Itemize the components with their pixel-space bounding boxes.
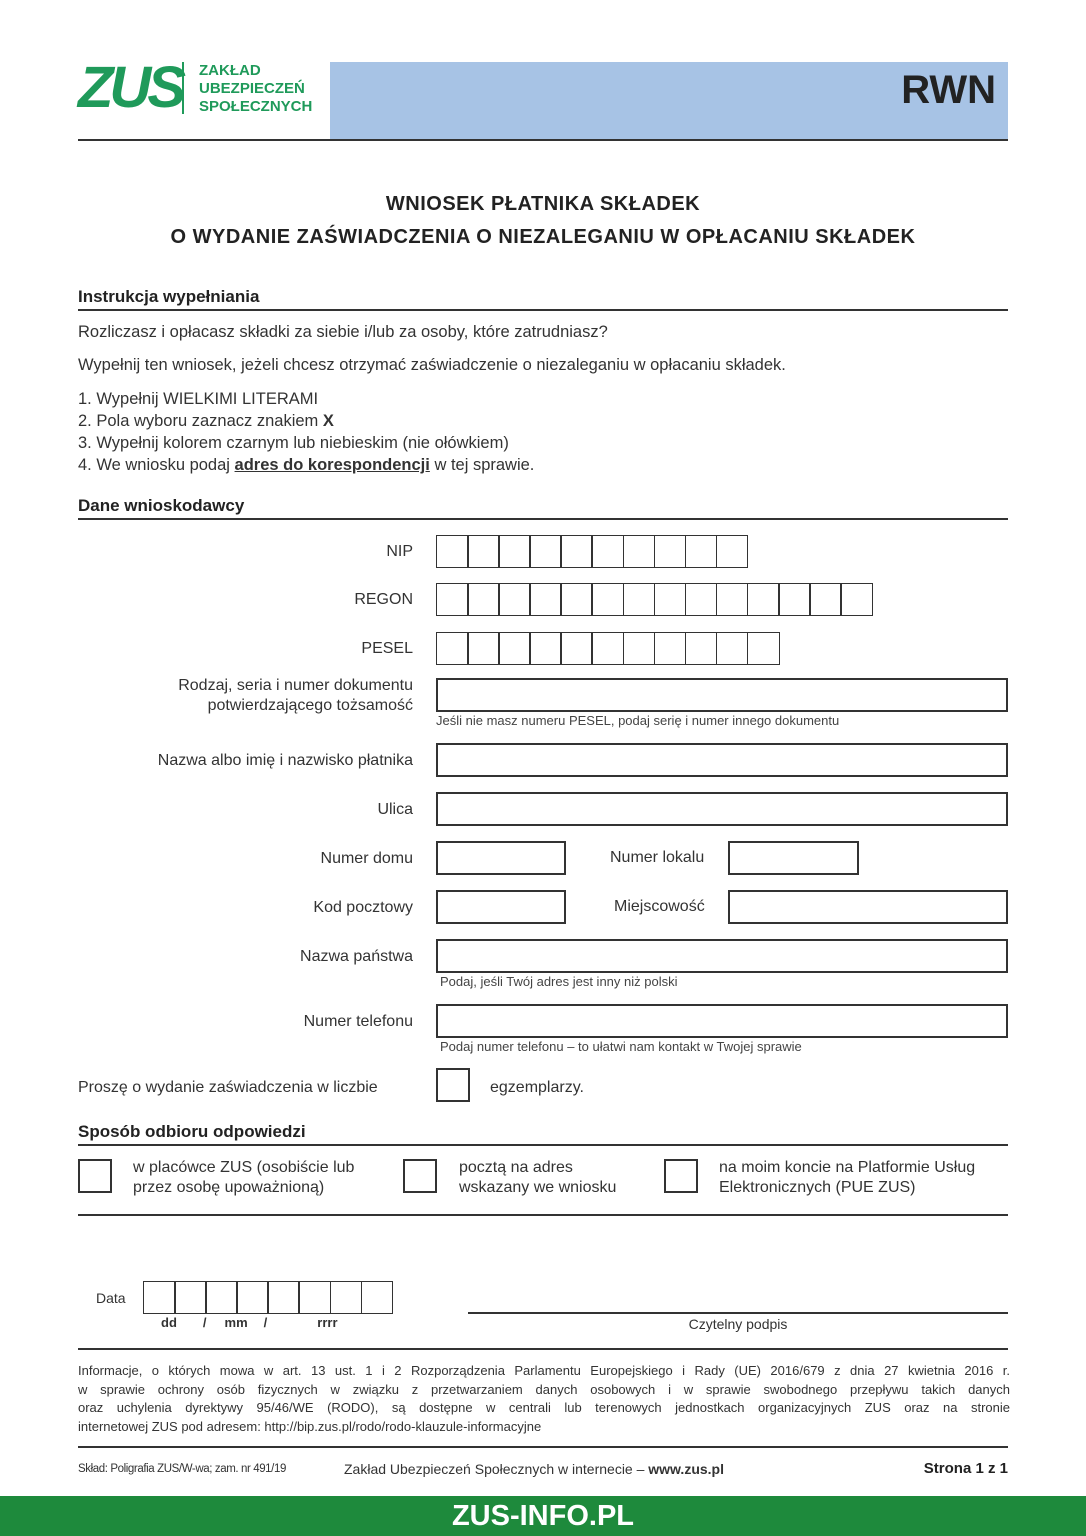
- regon-cell[interactable]: [747, 583, 780, 616]
- regon-cell[interactable]: [436, 583, 469, 616]
- copies-field[interactable]: [436, 1068, 470, 1102]
- document-hint: Jeśli nie masz numeru PESEL, podaj serię i numer innego dokumentu: [436, 713, 840, 728]
- pesel-cell[interactable]: [529, 632, 562, 665]
- divider: [78, 1348, 1008, 1350]
- page-number: Strona 1 z 1: [923, 1460, 1008, 1477]
- instruction-list: 1. Wypełnij WIELKIMI LITERAMI 2. Pola wyboru zaznacz znakiem X 3. Wypełnij kolorem czarnym lub niebieskim (nie ołówkiem) 4. We wniosku podaj adres do korespondencji w tej sprawie.: [78, 390, 535, 474]
- delivery-branch-checkbox[interactable]: [78, 1159, 112, 1193]
- phone-field[interactable]: [436, 1004, 1008, 1038]
- signature-label: Czytelny podpis: [688, 1316, 788, 1332]
- delivery-pue-checkbox[interactable]: [664, 1159, 698, 1193]
- pesel-cell[interactable]: [560, 632, 593, 665]
- city-label: Miejscowość: [614, 898, 705, 915]
- name-field[interactable]: [436, 743, 1008, 777]
- delivery-branch-label: w placówce ZUS (osobiście lub przez osobę upoważnioną): [133, 1159, 355, 1196]
- regon-cell[interactable]: [716, 583, 749, 616]
- pesel-cell[interactable]: [467, 632, 500, 665]
- pesel-cell[interactable]: [685, 632, 718, 665]
- date-cell[interactable]: [205, 1281, 238, 1314]
- divider: [78, 139, 1008, 141]
- date-cell[interactable]: [174, 1281, 207, 1314]
- divider: [78, 518, 1008, 520]
- pesel-cell[interactable]: [623, 632, 656, 665]
- regon-cell[interactable]: [529, 583, 562, 616]
- address-link: adres do korespondencji: [234, 456, 430, 474]
- copies-label: Proszę o wydanie zaświadczenia w liczbie: [78, 1079, 378, 1096]
- house-number-field[interactable]: [436, 841, 566, 875]
- regon-cell[interactable]: [498, 583, 531, 616]
- nip-cell[interactable]: [685, 535, 718, 568]
- section-instructions: Instrukcja wypełniania: [78, 287, 260, 306]
- form-code: RWN: [901, 68, 996, 112]
- regon-cell[interactable]: [778, 583, 811, 616]
- zus-logo: ZUS: [78, 55, 182, 120]
- pesel-label: PESEL: [361, 640, 413, 657]
- delivery-pue-label: na moim koncie na Platformie Usług Elektronicznych (PUE ZUS): [719, 1159, 976, 1196]
- signature-line: [468, 1312, 1008, 1314]
- pesel-cell[interactable]: [716, 632, 749, 665]
- divider: [78, 1214, 1008, 1216]
- postal-code-field[interactable]: [436, 890, 566, 924]
- date-label: Data: [96, 1290, 126, 1306]
- nip-cell[interactable]: [591, 535, 624, 568]
- pesel-cell[interactable]: [747, 632, 780, 665]
- delivery-post-checkbox[interactable]: [403, 1159, 437, 1193]
- form-subtitle: O WYDANIE ZAŚWIADCZENIA O NIEZALEGANIU W OPŁACANIU SKŁADEK: [170, 226, 916, 248]
- divider: [78, 1446, 1008, 1448]
- regon-field[interactable]: [436, 583, 871, 616]
- pesel-cell[interactable]: [591, 632, 624, 665]
- divider: [78, 1144, 1008, 1146]
- rodo-notice: Informacje, o których mowa w art. 13 ust. 1 i 2 Rozporządzenia Parlamentu Europejskiego i Rady (UE) 2016/679 z dnia 27 kwietnia 2016 r. w sprawie ochrony osób fizycznych w związku z przetwarzaniem danych osobowych i w sprawie swobodnego przepływu takich danych oraz uchylenia dyrektywy 95/46/WE (RODO), są dostępne w centrali lub terenowych jednostkach organizacyjnych ZUS oraz na stronie internetowej ZUS pod adresem: http://bip.zus.pl/rodo/rodo-klauzule-informacyjne: [78, 1363, 1010, 1434]
- nip-cell[interactable]: [529, 535, 562, 568]
- section-applicant: Dane wnioskodawcy: [78, 496, 245, 515]
- logo-text: ZAKŁAD UBEZPIECZEŃ SPOŁECZNYCH: [199, 62, 313, 115]
- street-label: Ulica: [377, 801, 413, 818]
- divider: [78, 309, 1008, 311]
- instruction-text: Wypełnij ten wniosek, jeżeli chcesz otrzymać zaświadczenie o niezaleganiu w opłacaniu składek.: [78, 356, 786, 374]
- regon-cell[interactable]: [560, 583, 593, 616]
- date-cell[interactable]: [330, 1281, 363, 1314]
- regon-cell[interactable]: [809, 583, 842, 616]
- flat-number-field[interactable]: [728, 841, 859, 875]
- pesel-cell[interactable]: [436, 632, 469, 665]
- pesel-cell[interactable]: [654, 632, 687, 665]
- document-field[interactable]: [436, 678, 1008, 712]
- regon-cell[interactable]: [840, 583, 873, 616]
- section-delivery: Sposób odbioru odpowiedzi: [78, 1122, 306, 1141]
- street-field[interactable]: [436, 792, 1008, 826]
- nip-cell[interactable]: [498, 535, 531, 568]
- nip-field[interactable]: [436, 535, 747, 568]
- nip-label: NIP: [386, 543, 413, 560]
- regon-cell[interactable]: [623, 583, 656, 616]
- document-label: Rodzaj, seria i numer dokumentu potwierdzającego tożsamość: [178, 677, 413, 714]
- nip-cell[interactable]: [436, 535, 469, 568]
- date-cell[interactable]: [298, 1281, 331, 1314]
- copies-suffix: egzemplarzy.: [490, 1079, 584, 1096]
- pesel-cell[interactable]: [498, 632, 531, 665]
- date-cell[interactable]: [143, 1281, 176, 1314]
- regon-label: REGON: [354, 591, 413, 608]
- regon-cell[interactable]: [654, 583, 687, 616]
- postal-code-label: Kod pocztowy: [313, 899, 413, 916]
- date-cell[interactable]: [361, 1281, 394, 1314]
- nip-cell[interactable]: [560, 535, 593, 568]
- nip-cell[interactable]: [623, 535, 656, 568]
- web-info: Zakład Ubezpieczeń Społecznych w internecie – www.zus.pl: [344, 1461, 724, 1477]
- date-cell[interactable]: [236, 1281, 269, 1314]
- date-field[interactable]: [143, 1281, 392, 1314]
- country-hint: Podaj, jeśli Twój adres jest inny niż polski: [440, 974, 678, 989]
- country-label: Nazwa państwa: [300, 948, 413, 965]
- name-label: Nazwa albo imię i nazwisko płatnika: [157, 752, 413, 769]
- nip-cell[interactable]: [654, 535, 687, 568]
- form-title: WNIOSEK PŁATNIKA SKŁADEK: [385, 193, 701, 215]
- house-number-label: Numer domu: [320, 850, 413, 867]
- city-field[interactable]: [728, 890, 1008, 924]
- phone-label: Numer telefonu: [303, 1013, 413, 1030]
- nip-cell[interactable]: [716, 535, 749, 568]
- country-field[interactable]: [436, 939, 1008, 973]
- date-format: dd / mm / rrrr: [161, 1315, 338, 1330]
- pesel-field[interactable]: [436, 632, 778, 665]
- zus-info-banner: ZUS-INFO.PL: [0, 1496, 1086, 1536]
- logo-divider: [182, 62, 184, 114]
- date-cell[interactable]: [267, 1281, 300, 1314]
- phone-hint: Podaj numer telefonu – to ułatwi nam kontakt w Twojej sprawie: [440, 1039, 802, 1054]
- print-info: Skład: Poligrafia ZUS/W-wa; zam. nr 491/19: [78, 1463, 286, 1475]
- regon-cell[interactable]: [685, 583, 718, 616]
- instruction-text: Rozliczasz i opłacasz składki za siebie i/lub za osoby, które zatrudniasz?: [78, 323, 608, 341]
- delivery-post-label: pocztą na adres wskazany we wniosku: [459, 1159, 617, 1196]
- regon-cell[interactable]: [591, 583, 624, 616]
- flat-number-label: Numer lokalu: [610, 849, 705, 866]
- nip-cell[interactable]: [467, 535, 500, 568]
- regon-cell[interactable]: [467, 583, 500, 616]
